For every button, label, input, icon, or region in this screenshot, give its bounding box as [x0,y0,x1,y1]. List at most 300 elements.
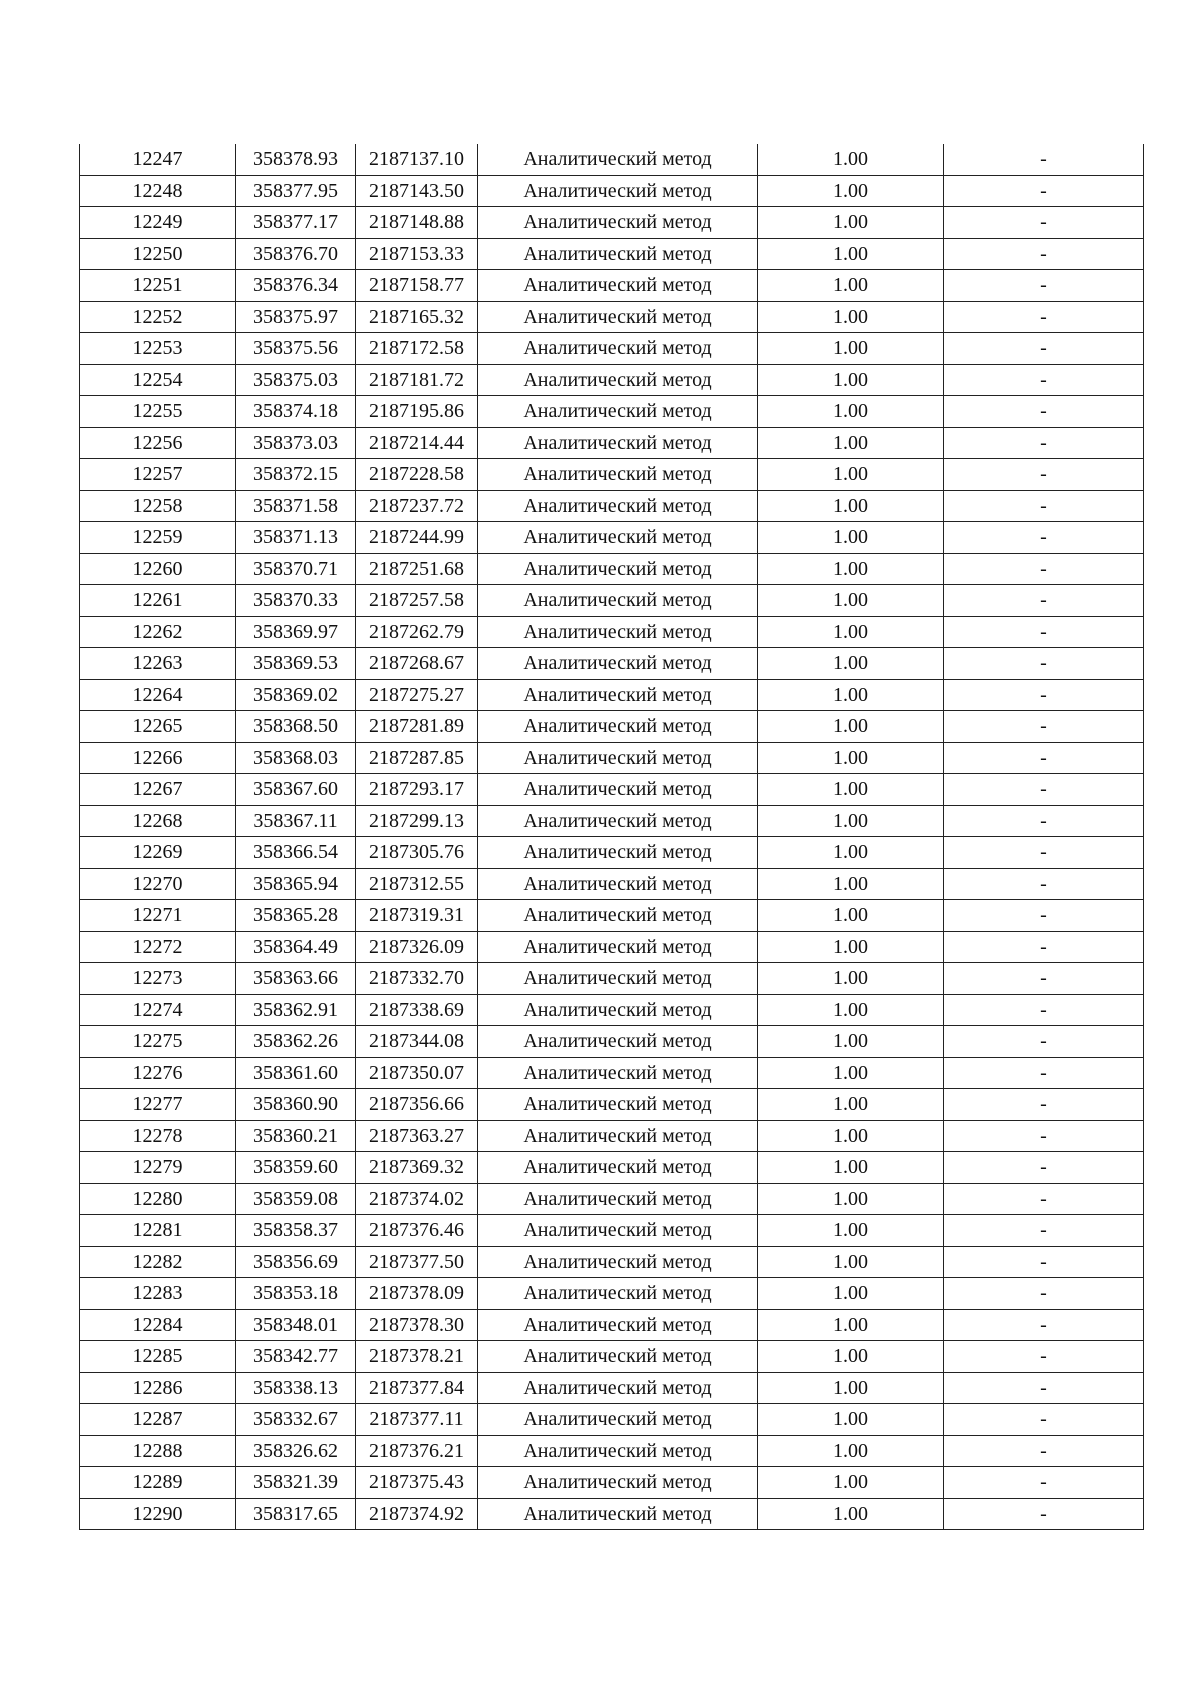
x-coordinate-cell: 358363.66 [236,963,356,995]
accuracy-cell: 1.00 [758,364,944,396]
point-number-cell: 12255 [80,396,236,428]
x-coordinate-cell: 358365.28 [236,900,356,932]
description-cell: - [944,1341,1144,1373]
table-row [80,333,1144,365]
accuracy-cell: 1.00 [758,1183,944,1215]
table-row [80,1404,1144,1436]
x-coordinate-cell: 358376.70 [236,238,356,270]
accuracy-cell: 1.00 [758,711,944,743]
point-number-cell: 12286 [80,1372,236,1404]
point-number-cell: 12272 [80,931,236,963]
accuracy-cell: 1.00 [758,522,944,554]
method-cell: Аналитический метод [478,553,758,585]
y-coordinate-cell: 2187374.92 [356,1498,478,1530]
accuracy-cell: 1.00 [758,868,944,900]
table-row [80,396,1144,428]
description-cell: - [944,900,1144,932]
accuracy-cell: 1.00 [758,270,944,302]
point-number-cell: 12249 [80,207,236,239]
method-cell: Аналитический метод [478,427,758,459]
point-number-cell: 12265 [80,711,236,743]
description-cell: - [944,774,1144,806]
description-cell: - [944,459,1144,491]
accuracy-cell: 1.00 [758,427,944,459]
description-cell: - [944,585,1144,617]
y-coordinate-cell: 2187332.70 [356,963,478,995]
x-coordinate-cell: 358348.01 [236,1309,356,1341]
table-row [80,144,1144,175]
y-coordinate-cell: 2187275.27 [356,679,478,711]
y-coordinate-cell: 2187262.79 [356,616,478,648]
point-number-cell: 12274 [80,994,236,1026]
y-coordinate-cell: 2187158.77 [356,270,478,302]
accuracy-cell: 1.00 [758,1498,944,1530]
point-number-cell: 12282 [80,1246,236,1278]
y-coordinate-cell: 2187305.76 [356,837,478,869]
accuracy-cell: 1.00 [758,900,944,932]
table-row [80,679,1144,711]
method-cell: Аналитический метод [478,1215,758,1247]
table-row [80,1057,1144,1089]
table-row [80,648,1144,680]
method-cell: Аналитический метод [478,616,758,648]
method-cell: Аналитический метод [478,144,758,175]
description-cell: - [944,994,1144,1026]
x-coordinate-cell: 358342.77 [236,1341,356,1373]
accuracy-cell: 1.00 [758,1026,944,1058]
method-cell: Аналитический метод [478,175,758,207]
point-number-cell: 12275 [80,1026,236,1058]
description-cell: - [944,207,1144,239]
x-coordinate-cell: 358376.34 [236,270,356,302]
y-coordinate-cell: 2187377.84 [356,1372,478,1404]
x-coordinate-cell: 358359.08 [236,1183,356,1215]
table-row [80,742,1144,774]
x-coordinate-cell: 358356.69 [236,1246,356,1278]
x-coordinate-cell: 358353.18 [236,1278,356,1310]
point-number-cell: 12290 [80,1498,236,1530]
table-row [80,427,1144,459]
y-coordinate-cell: 2187181.72 [356,364,478,396]
table-row [80,585,1144,617]
method-cell: Аналитический метод [478,1152,758,1184]
method-cell: Аналитический метод [478,994,758,1026]
description-cell: - [944,1372,1144,1404]
method-cell: Аналитический метод [478,1183,758,1215]
y-coordinate-cell: 2187148.88 [356,207,478,239]
x-coordinate-cell: 358360.90 [236,1089,356,1121]
method-cell: Аналитический метод [478,1026,758,1058]
method-cell: Аналитический метод [478,1089,758,1121]
y-coordinate-cell: 2187195.86 [356,396,478,428]
x-coordinate-cell: 358321.39 [236,1467,356,1499]
x-coordinate-cell: 358373.03 [236,427,356,459]
description-cell: - [944,175,1144,207]
y-coordinate-cell: 2187375.43 [356,1467,478,1499]
method-cell: Аналитический метод [478,1309,758,1341]
accuracy-cell: 1.00 [758,774,944,806]
table-row [80,1467,1144,1499]
description-cell: - [944,1435,1144,1467]
point-number-cell: 12277 [80,1089,236,1121]
description-cell: - [944,522,1144,554]
table-row [80,364,1144,396]
method-cell: Аналитический метод [478,1341,758,1373]
method-cell: Аналитический метод [478,805,758,837]
x-coordinate-cell: 358368.50 [236,711,356,743]
table-row [80,1341,1144,1373]
point-number-cell: 12261 [80,585,236,617]
x-coordinate-cell: 358366.54 [236,837,356,869]
y-coordinate-cell: 2187376.46 [356,1215,478,1247]
description-cell: - [944,1057,1144,1089]
x-coordinate-cell: 358370.33 [236,585,356,617]
table-row [80,711,1144,743]
method-cell: Аналитический метод [478,1404,758,1436]
point-number-cell: 12278 [80,1120,236,1152]
table-row [80,490,1144,522]
x-coordinate-cell: 358360.21 [236,1120,356,1152]
point-number-cell: 12258 [80,490,236,522]
x-coordinate-cell: 358361.60 [236,1057,356,1089]
y-coordinate-cell: 2187244.99 [356,522,478,554]
y-coordinate-cell: 2187378.30 [356,1309,478,1341]
point-number-cell: 12259 [80,522,236,554]
description-cell: - [944,711,1144,743]
method-cell: Аналитический метод [478,490,758,522]
accuracy-cell: 1.00 [758,175,944,207]
accuracy-cell: 1.00 [758,679,944,711]
x-coordinate-cell: 358371.13 [236,522,356,554]
point-number-cell: 12266 [80,742,236,774]
point-number-cell: 12250 [80,238,236,270]
x-coordinate-cell: 358374.18 [236,396,356,428]
x-coordinate-cell: 358359.60 [236,1152,356,1184]
y-coordinate-cell: 2187281.89 [356,711,478,743]
accuracy-cell: 1.00 [758,459,944,491]
y-coordinate-cell: 2187257.58 [356,585,478,617]
table-row [80,868,1144,900]
y-coordinate-cell: 2187228.58 [356,459,478,491]
point-number-cell: 12271 [80,900,236,932]
method-cell: Аналитический метод [478,711,758,743]
description-cell: - [944,1089,1144,1121]
description-cell: - [944,144,1144,175]
x-coordinate-cell: 358377.17 [236,207,356,239]
method-cell: Аналитический метод [478,585,758,617]
y-coordinate-cell: 2187356.66 [356,1089,478,1121]
point-number-cell: 12288 [80,1435,236,1467]
method-cell: Аналитический метод [478,1467,758,1499]
x-coordinate-cell: 358375.03 [236,364,356,396]
method-cell: Аналитический метод [478,207,758,239]
description-cell: - [944,1215,1144,1247]
x-coordinate-cell: 358371.58 [236,490,356,522]
table-row [80,616,1144,648]
description-cell: - [944,1467,1144,1499]
point-number-cell: 12281 [80,1215,236,1247]
accuracy-cell: 1.00 [758,837,944,869]
y-coordinate-cell: 2187268.67 [356,648,478,680]
description-cell: - [944,1309,1144,1341]
table-row [80,1498,1144,1530]
y-coordinate-cell: 2187237.72 [356,490,478,522]
accuracy-cell: 1.00 [758,1152,944,1184]
x-coordinate-cell: 358317.65 [236,1498,356,1530]
x-coordinate-cell: 358362.26 [236,1026,356,1058]
point-number-cell: 12270 [80,868,236,900]
accuracy-cell: 1.00 [758,585,944,617]
method-cell: Аналитический метод [478,1498,758,1530]
description-cell: - [944,364,1144,396]
accuracy-cell: 1.00 [758,1341,944,1373]
method-cell: Аналитический метод [478,364,758,396]
accuracy-cell: 1.00 [758,333,944,365]
point-number-cell: 12268 [80,805,236,837]
accuracy-cell: 1.00 [758,1278,944,1310]
accuracy-cell: 1.00 [758,1057,944,1089]
table-row [80,1026,1144,1058]
description-cell: - [944,1498,1144,1530]
accuracy-cell: 1.00 [758,1246,944,1278]
point-number-cell: 12260 [80,553,236,585]
table-row [80,301,1144,333]
method-cell: Аналитический метод [478,1372,758,1404]
x-coordinate-cell: 358375.56 [236,333,356,365]
x-coordinate-cell: 358372.15 [236,459,356,491]
description-cell: - [944,1183,1144,1215]
table-row [80,175,1144,207]
point-number-cell: 12254 [80,364,236,396]
description-cell: - [944,679,1144,711]
x-coordinate-cell: 358326.62 [236,1435,356,1467]
x-coordinate-cell: 358364.49 [236,931,356,963]
table-row [80,1120,1144,1152]
method-cell: Аналитический метод [478,1278,758,1310]
method-cell: Аналитический метод [478,1435,758,1467]
y-coordinate-cell: 2187293.17 [356,774,478,806]
table-row [80,522,1144,554]
method-cell: Аналитический метод [478,396,758,428]
table-row [80,553,1144,585]
y-coordinate-cell: 2187378.21 [356,1341,478,1373]
x-coordinate-cell: 358365.94 [236,868,356,900]
x-coordinate-cell: 358368.03 [236,742,356,774]
accuracy-cell: 1.00 [758,963,944,995]
method-cell: Аналитический метод [478,301,758,333]
point-number-cell: 12263 [80,648,236,680]
x-coordinate-cell: 358332.67 [236,1404,356,1436]
method-cell: Аналитический метод [478,238,758,270]
method-cell: Аналитический метод [478,679,758,711]
y-coordinate-cell: 2187137.10 [356,144,478,175]
accuracy-cell: 1.00 [758,1309,944,1341]
point-number-cell: 12247 [80,144,236,175]
y-coordinate-cell: 2187251.68 [356,553,478,585]
point-number-cell: 12273 [80,963,236,995]
y-coordinate-cell: 2187287.85 [356,742,478,774]
method-cell: Аналитический метод [478,1246,758,1278]
description-cell: - [944,396,1144,428]
x-coordinate-cell: 358375.97 [236,301,356,333]
description-cell: - [944,648,1144,680]
description-cell: - [944,1026,1144,1058]
accuracy-cell: 1.00 [758,1215,944,1247]
table-row [80,1089,1144,1121]
method-cell: Аналитический метод [478,774,758,806]
y-coordinate-cell: 2187299.13 [356,805,478,837]
y-coordinate-cell: 2187312.55 [356,868,478,900]
method-cell: Аналитический метод [478,459,758,491]
accuracy-cell: 1.00 [758,207,944,239]
method-cell: Аналитический метод [478,868,758,900]
accuracy-cell: 1.00 [758,931,944,963]
x-coordinate-cell: 358338.13 [236,1372,356,1404]
point-number-cell: 12284 [80,1309,236,1341]
description-cell: - [944,742,1144,774]
description-cell: - [944,553,1144,585]
description-cell: - [944,837,1144,869]
table-row [80,1215,1144,1247]
point-number-cell: 12264 [80,679,236,711]
description-cell: - [944,270,1144,302]
description-cell: - [944,1152,1144,1184]
table-row [80,900,1144,932]
description-cell: - [944,616,1144,648]
method-cell: Аналитический метод [478,648,758,680]
point-number-cell: 12253 [80,333,236,365]
x-coordinate-cell: 358358.37 [236,1215,356,1247]
method-cell: Аналитический метод [478,270,758,302]
table-row [80,238,1144,270]
point-number-cell: 12283 [80,1278,236,1310]
x-coordinate-cell: 358378.93 [236,144,356,175]
point-number-cell: 12257 [80,459,236,491]
x-coordinate-cell: 358367.60 [236,774,356,806]
y-coordinate-cell: 2187374.02 [356,1183,478,1215]
accuracy-cell: 1.00 [758,648,944,680]
table-row [80,1309,1144,1341]
method-cell: Аналитический метод [478,900,758,932]
table-row [80,1278,1144,1310]
point-number-cell: 12289 [80,1467,236,1499]
table-row [80,207,1144,239]
point-number-cell: 12267 [80,774,236,806]
point-number-cell: 12276 [80,1057,236,1089]
x-coordinate-cell: 358362.91 [236,994,356,1026]
method-cell: Аналитический метод [478,837,758,869]
coordinates-table [79,144,1144,1530]
description-cell: - [944,1120,1144,1152]
y-coordinate-cell: 2187214.44 [356,427,478,459]
y-coordinate-cell: 2187143.50 [356,175,478,207]
table-row [80,805,1144,837]
table-row [80,1152,1144,1184]
point-number-cell: 12285 [80,1341,236,1373]
table-row [80,837,1144,869]
table-row [80,459,1144,491]
description-cell: - [944,868,1144,900]
point-number-cell: 12252 [80,301,236,333]
method-cell: Аналитический метод [478,1057,758,1089]
accuracy-cell: 1.00 [758,144,944,175]
description-cell: - [944,963,1144,995]
x-coordinate-cell: 358369.02 [236,679,356,711]
accuracy-cell: 1.00 [758,1089,944,1121]
method-cell: Аналитический метод [478,522,758,554]
table-row [80,774,1144,806]
accuracy-cell: 1.00 [758,1404,944,1436]
method-cell: Аналитический метод [478,333,758,365]
y-coordinate-cell: 2187344.08 [356,1026,478,1058]
table-row [80,1372,1144,1404]
accuracy-cell: 1.00 [758,301,944,333]
description-cell: - [944,1278,1144,1310]
y-coordinate-cell: 2187376.21 [356,1435,478,1467]
point-number-cell: 12256 [80,427,236,459]
point-number-cell: 12279 [80,1152,236,1184]
point-number-cell: 12287 [80,1404,236,1436]
accuracy-cell: 1.00 [758,1372,944,1404]
description-cell: - [944,805,1144,837]
description-cell: - [944,931,1144,963]
accuracy-cell: 1.00 [758,1467,944,1499]
x-coordinate-cell: 358377.95 [236,175,356,207]
accuracy-cell: 1.00 [758,490,944,522]
x-coordinate-cell: 358367.11 [236,805,356,837]
y-coordinate-cell: 2187378.09 [356,1278,478,1310]
accuracy-cell: 1.00 [758,1435,944,1467]
accuracy-cell: 1.00 [758,616,944,648]
description-cell: - [944,333,1144,365]
table-row [80,1246,1144,1278]
table-row [80,994,1144,1026]
table-row [80,963,1144,995]
y-coordinate-cell: 2187377.11 [356,1404,478,1436]
accuracy-cell: 1.00 [758,742,944,774]
coordinates-table-body [80,144,1144,1530]
y-coordinate-cell: 2187377.50 [356,1246,478,1278]
description-cell: - [944,490,1144,522]
y-coordinate-cell: 2187153.33 [356,238,478,270]
method-cell: Аналитический метод [478,742,758,774]
accuracy-cell: 1.00 [758,396,944,428]
y-coordinate-cell: 2187369.32 [356,1152,478,1184]
y-coordinate-cell: 2187363.27 [356,1120,478,1152]
y-coordinate-cell: 2187338.69 [356,994,478,1026]
description-cell: - [944,301,1144,333]
description-cell: - [944,1246,1144,1278]
point-number-cell: 12269 [80,837,236,869]
accuracy-cell: 1.00 [758,994,944,1026]
method-cell: Аналитический метод [478,931,758,963]
y-coordinate-cell: 2187319.31 [356,900,478,932]
description-cell: - [944,427,1144,459]
table-row [80,931,1144,963]
table-row [80,1435,1144,1467]
description-cell: - [944,1404,1144,1436]
point-number-cell: 12251 [80,270,236,302]
y-coordinate-cell: 2187165.32 [356,301,478,333]
accuracy-cell: 1.00 [758,805,944,837]
x-coordinate-cell: 358370.71 [236,553,356,585]
accuracy-cell: 1.00 [758,553,944,585]
x-coordinate-cell: 358369.97 [236,616,356,648]
y-coordinate-cell: 2187350.07 [356,1057,478,1089]
point-number-cell: 12248 [80,175,236,207]
description-cell: - [944,238,1144,270]
method-cell: Аналитический метод [478,1120,758,1152]
